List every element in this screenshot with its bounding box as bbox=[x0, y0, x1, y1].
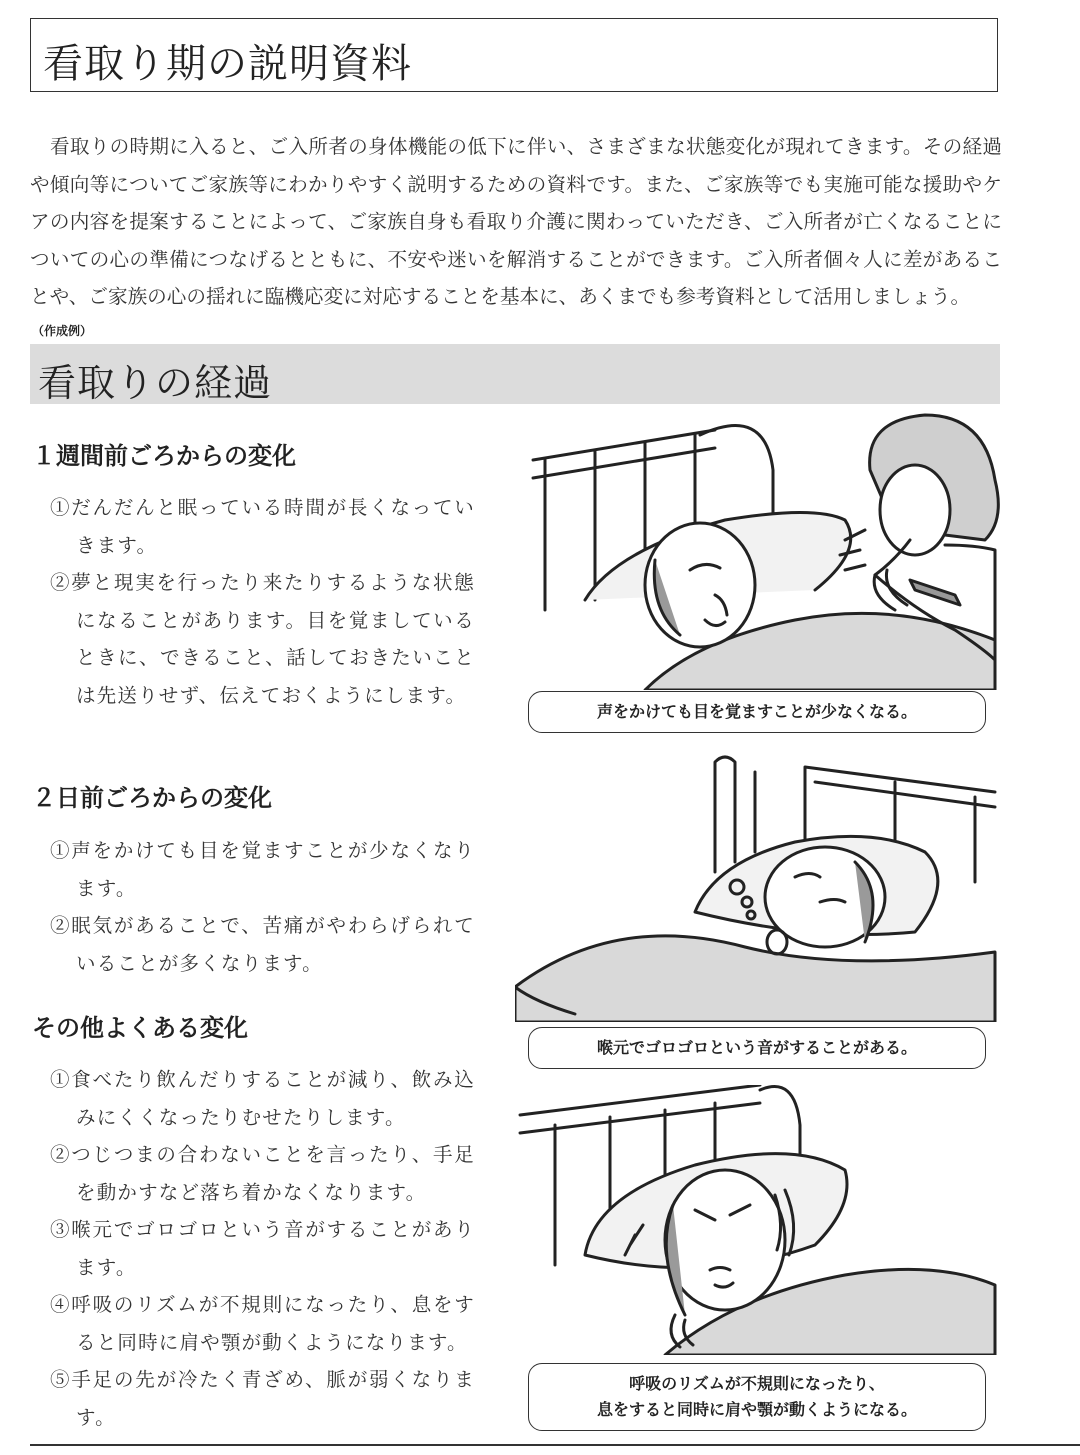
section-title: 看取りの経過 bbox=[38, 361, 273, 405]
caption-2: 喉元でゴロゴロという音がすることがある。 bbox=[528, 1027, 986, 1069]
subheading-other: その他よくある変化 bbox=[32, 1014, 248, 1042]
subheading-1week: １週間前ごろからの変化 bbox=[32, 442, 296, 470]
list-other bbox=[50, 1061, 475, 1436]
list-item: ①食べたり飲んだりすることが減り、飲み込みにくくなったりむせたりします。 bbox=[50, 1068, 475, 1129]
list-item: ②つじつまの合わないことを言ったり、手足を動かすなど落ち着かなくなります。 bbox=[50, 1143, 475, 1204]
title-box bbox=[30, 18, 998, 92]
bottom-divider bbox=[30, 1444, 1080, 1446]
illustration-caregiver-calling bbox=[515, 410, 1005, 690]
list-item: ④呼吸のリズムが不規則になったり、息をすると同時に肩や顎が動くようになります。 bbox=[50, 1293, 475, 1354]
list-item: ①声をかけても目を覚ますことが少なくなります。 bbox=[50, 839, 475, 900]
illustration-labored-breathing bbox=[515, 1085, 1005, 1355]
page-title: 看取り期の説明資料 bbox=[43, 41, 412, 87]
list-item: ①だんだんと眠っている時間が長くなっていきます。 bbox=[50, 496, 475, 557]
list-1week bbox=[50, 489, 475, 714]
sample-note: （作成例） bbox=[32, 324, 93, 338]
list-item: ②夢と現実を行ったり来たりするような状態になることがあります。目を覚ましているときに、できること、話しておきたいことは先送りせず、伝えておくようにします。 bbox=[50, 571, 475, 707]
subheading-2days: ２日前ごろからの変化 bbox=[32, 784, 272, 812]
intro-paragraph: 看取りの時期に入ると、ご入所者の身体機能の低下に伴い、さまざまな状態変化が現れてきます。その経過や傾向等についてご家族等にわかりやすく説明するための資料です。また、ご家族等でも実施可能な援助やケアの内容を提案することによって、ご家族自身も看取り介護に関わっていただき、ご入所者が亡くなることについての心の準備につなげるとともに、不安や迷いを解消することができます。ご入所者個々人に差があることや、ご家族の心の揺れに臨機応変に対応することを基本に、あくまでも参考資料として活用しましょう。 bbox=[30, 135, 1002, 308]
illustration-sleeping-patient bbox=[515, 752, 1005, 1022]
caption-3 bbox=[528, 1363, 986, 1431]
list-item: ⑤手足の先が冷たく青ざめ、脈が弱くなります。 bbox=[50, 1368, 475, 1429]
section-header bbox=[30, 344, 1000, 404]
list-2days bbox=[50, 832, 475, 982]
caption-3-text: 呼吸のリズムが不規則になったり、 息をすると同時に肩や顎が動くようになる。 bbox=[596, 1374, 917, 1419]
caption-1: 声をかけても目を覚ますことが少なくなる。 bbox=[528, 691, 986, 733]
list-item: ②眠気があることで、苦痛がやわらげられていることが多くなります。 bbox=[50, 914, 475, 975]
list-item: ③喉元でゴロゴロという音がすることがあります。 bbox=[50, 1218, 475, 1279]
